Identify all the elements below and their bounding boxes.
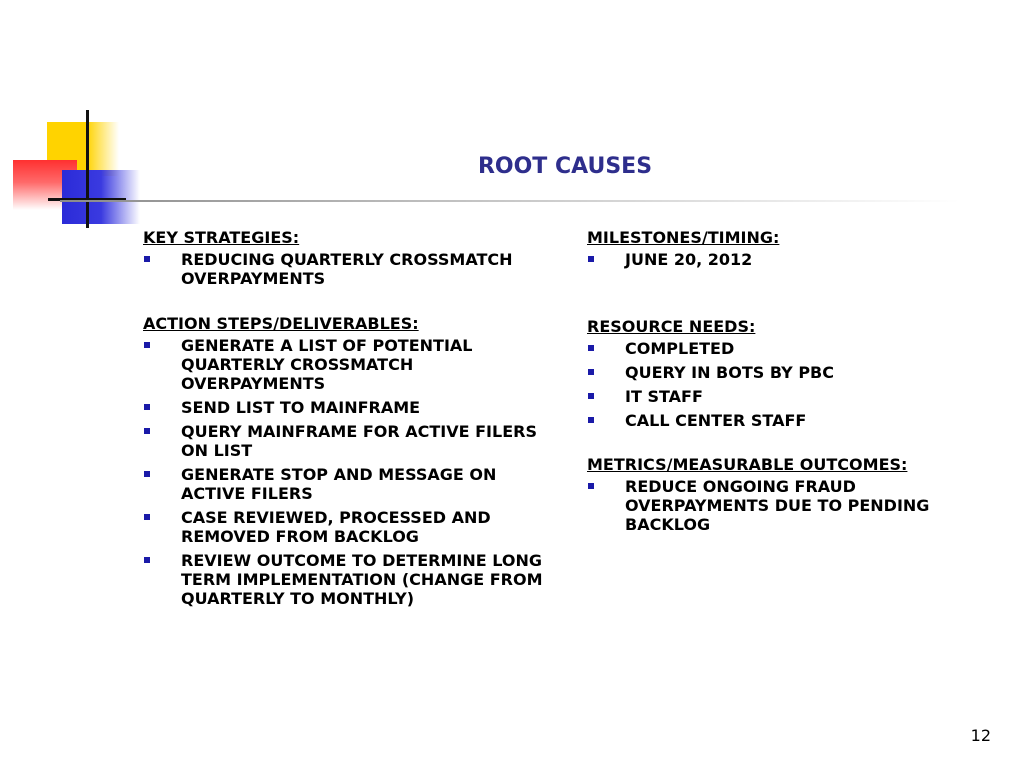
square-bullet-icon xyxy=(144,557,150,563)
square-bullet-icon xyxy=(588,256,594,262)
vertical-line-decoration xyxy=(86,110,89,228)
action-steps-heading: ACTION STEPS/DELIVERABLES: xyxy=(143,314,419,333)
square-bullet-icon xyxy=(144,471,150,477)
metrics-list xyxy=(587,477,987,534)
list-item: COMPLETED xyxy=(587,339,987,358)
list-item: REDUCING QUARTERLY CROSSMATCH OVERPAYMENTS xyxy=(143,250,543,288)
title-underline-rule xyxy=(60,200,960,202)
list-item: GENERATE A LIST OF POTENTIAL QUARTERLY CROSSMATCH OVERPAYMENTS xyxy=(143,336,543,393)
square-bullet-icon xyxy=(144,428,150,434)
square-bullet-icon xyxy=(144,514,150,520)
slide-title: ROOT CAUSES xyxy=(477,154,653,179)
right-column xyxy=(587,228,987,539)
square-bullet-icon xyxy=(588,369,594,375)
list-item: JUNE 20, 2012 xyxy=(587,250,987,269)
square-bullet-icon xyxy=(588,345,594,351)
metrics-section xyxy=(587,455,987,534)
list-item: GENERATE STOP AND MESSAGE ON ACTIVE FILERS xyxy=(143,465,543,503)
decorative-logo-graphic xyxy=(0,0,140,240)
milestones-list xyxy=(587,250,987,269)
blue-square-decoration xyxy=(62,170,140,224)
square-bullet-icon xyxy=(588,483,594,489)
resource-needs-section xyxy=(587,317,987,430)
key-strategies-heading: KEY STRATEGIES: xyxy=(143,228,300,247)
list-item: CALL CENTER STAFF xyxy=(587,411,987,430)
square-bullet-icon xyxy=(588,417,594,423)
page-number: 12 xyxy=(970,726,991,745)
square-bullet-icon xyxy=(144,404,150,410)
action-steps-section xyxy=(143,314,543,608)
key-strategies-section xyxy=(143,228,543,288)
list-item: SEND LIST TO MAINFRAME xyxy=(143,398,543,417)
resource-needs-heading: RESOURCE NEEDS: xyxy=(587,317,756,336)
square-bullet-icon xyxy=(588,393,594,399)
list-item: QUERY MAINFRAME FOR ACTIVE FILERS ON LIST xyxy=(143,422,543,460)
milestones-section xyxy=(587,228,987,269)
square-bullet-icon xyxy=(144,256,150,262)
list-item: CASE REVIEWED, PROCESSED AND REMOVED FROM BACKLOG xyxy=(143,508,543,546)
action-steps-list xyxy=(143,336,543,608)
list-item: REVIEW OUTCOME TO DETERMINE LONG TERM IMPLEMENTATION (CHANGE FROM QUARTERLY TO MONTHLY) xyxy=(143,551,543,608)
list-item: IT STAFF xyxy=(587,387,987,406)
list-item: REDUCE ONGOING FRAUD OVERPAYMENTS DUE TO PENDING BACKLOG xyxy=(587,477,987,534)
metrics-heading: METRICS/MEASURABLE OUTCOMES: xyxy=(587,455,908,474)
list-item: QUERY IN BOTS BY PBC xyxy=(587,363,987,382)
key-strategies-list xyxy=(143,250,543,288)
square-bullet-icon xyxy=(144,342,150,348)
resource-needs-list xyxy=(587,339,987,430)
left-column xyxy=(143,228,543,613)
milestones-heading: MILESTONES/TIMING: xyxy=(587,228,780,247)
